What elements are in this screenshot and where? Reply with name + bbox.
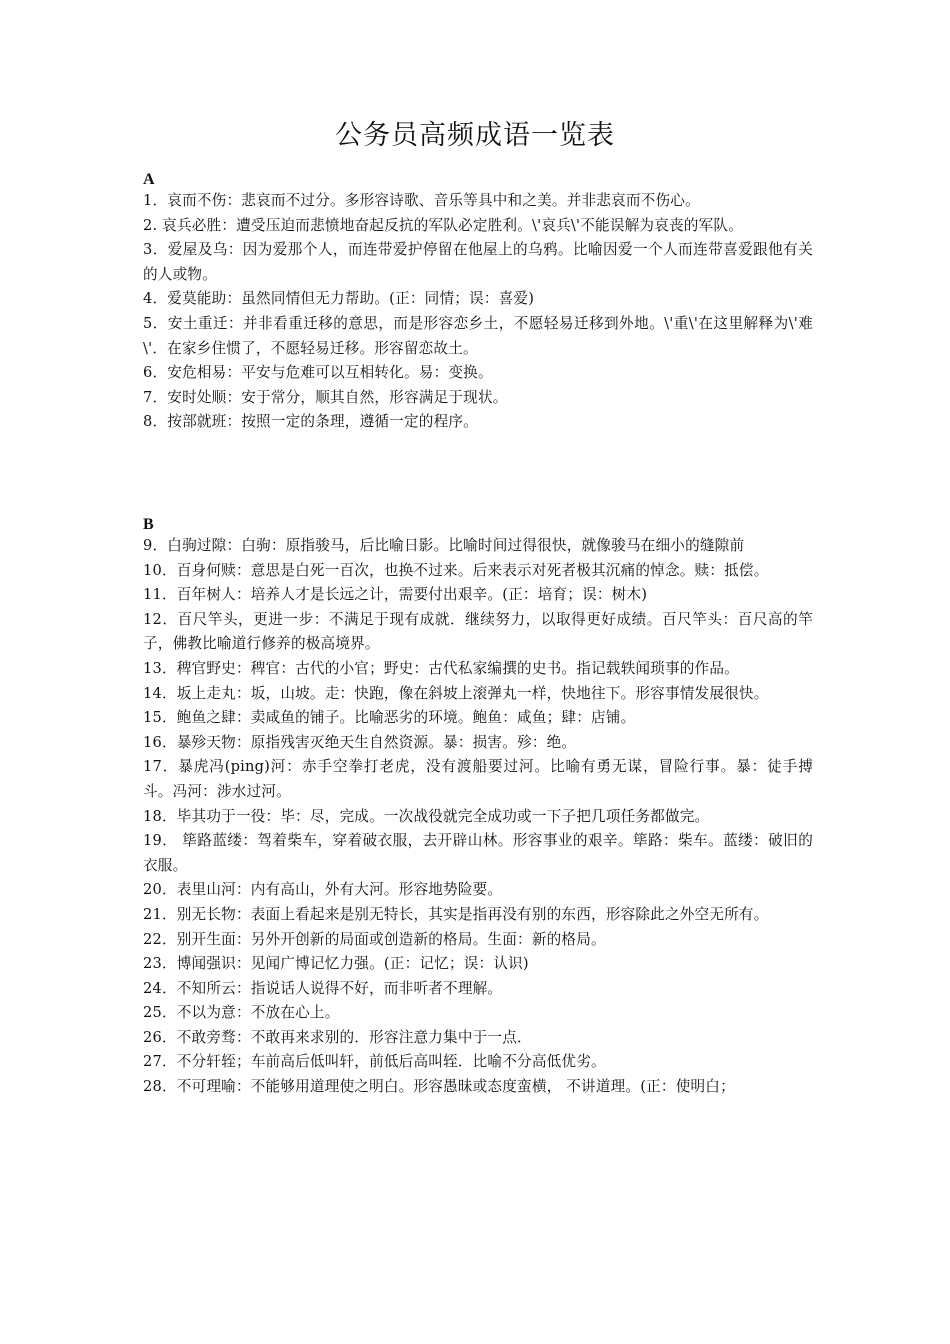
idiom-entry: 19． 筚路蓝缕：驾着柴车，穿着破衣服，去开辟山林。形容事业的艰辛。筚路：柴车。蓝缕：破旧的衣服。	[143, 832, 813, 874]
idiom-entry: 9．白驹过隙：白驹：原指骏马，后比喻日影。比喻时间过得很快，就像骏马在细小的缝隙前	[143, 537, 745, 554]
idiom-list	[143, 189, 813, 435]
idiom-entry: 28．不可理喻：不能够用道理使之明白。形容愚昧或态度蛮横， 不讲道理。(正：使明白；	[143, 1078, 735, 1096]
idiom-entry: 24．不知所云：指说话人说得不好，而非听者不理解。	[143, 979, 503, 997]
section-letter: A	[143, 171, 155, 188]
idiom-entry: 21．别无长物：表面上看起来是别无特长，其实是指再没有别的东西，形容除此之外空无所有。	[143, 905, 769, 923]
idiom-entry: 26．不敢旁骛：不敢再来求别的．形容注意力集中于一点．	[143, 1028, 532, 1046]
idiom-entry: 3．爱屋及乌：因为爱那个人，而连带爱护停留在他屋上的乌鸦。比喻因爱一个人而连带喜爱跟他有关的人或物。	[143, 241, 813, 283]
idiom-entry: 20．表里山河：内有高山，外有大河。形容地势险要。	[143, 881, 503, 899]
idiom-entry: 14．坂上走丸：坂，山坡。走：快跑，像在斜坡上滚弹丸一样，快地往下。形容事情发展很快。	[143, 684, 769, 702]
idiom-entry: 12．百尺竿头，更进一步：不满足于现有成就．继续努力，以取得更好成绩。百尺竿头：百尺高的竿子，佛教比喻道行修养的极高境界。	[143, 610, 813, 653]
idiom-entry: 27．不分轩轾；车前高后低叫轩，前低后高叫轾．比喻不分高低优劣。	[143, 1053, 606, 1071]
idiom-entry: 22．别开生面：另外开创新的局面或创造新的格局。生面：新的格局。	[143, 930, 606, 948]
idiom-entry: 10．百身何赎：意思是白死一百次，也换不过来。后来表示对死者极其沉痛的悼念。赎：抵偿。	[143, 561, 769, 579]
idiom-entry: 13．稗官野史：稗官：古代的小官；野史：古代私家编撰的史书。指记载轶闻琐事的作品。	[143, 659, 739, 677]
idiom-entry: 2. 哀兵必胜：遭受压迫而悲愤地奋起反抗的军队必定胜利。\'哀兵\'不能误解为哀丧的军队。	[143, 216, 743, 234]
idiom-entry: 18．毕其功于一役：毕：尽，完成。一次战役就完全成功或一下子把几项任务都做完。	[143, 807, 710, 825]
idiom-entry: 4．爱莫能助：虽然同情但无力帮助。(正：同情；误：喜爱)	[143, 290, 535, 308]
document-title: 公务员高频成语一览表	[335, 120, 615, 151]
idiom-entry: 1．哀而不伤：悲哀而不过分。多形容诗歌、音乐等具中和之美。并非悲哀而不伤心。	[143, 192, 700, 209]
section-letter: B	[143, 516, 154, 533]
idiom-entry: 5．安土重迁：并非看重迁移的意思，而是形容恋乡土，不愿轻易迁移到外地。\'重\'在这里解释为\'难\'．在家乡住惯了，不愿轻易迁移。形容留恋故土。	[143, 314, 813, 357]
idiom-entry: 17．暴虎冯(ping)河：赤手空拳打老虎，没有渡船要过河。比喻有勇无谋，冒险行事。暴：徒手搏斗。冯河：涉水过河。	[143, 758, 813, 800]
idiom-entry: 11．百年树人：培养人才是长远之计，需要付出艰辛。(正：培育；误：树木)	[143, 586, 648, 604]
section-b	[143, 515, 813, 1100]
idiom-entry: 23．博闻强识：见闻广博记忆力强。(正：记忆；误：认识)	[143, 955, 529, 973]
section-a	[143, 170, 813, 435]
idiom-entry: 8．按部就班：按照一定的条理，遵循一定的程序。	[143, 413, 478, 431]
idiom-entry: 7．安时处顺：安于常分，顺其自然，形容满足于现状。	[143, 388, 508, 406]
idiom-list	[143, 534, 813, 1100]
idiom-entry: 16．暴殄天物：原指残害灭绝天生自然资源。暴：损害。殄：绝。	[143, 733, 577, 751]
idiom-entry: 15．鲍鱼之肆：卖咸鱼的铺子。比喻恶劣的环境。鲍鱼：咸鱼；肆：店铺。	[143, 709, 636, 727]
idiom-entry: 6．安危相易：平安与危难可以互相转化。易：变换。	[143, 364, 493, 382]
idiom-entry: 25．不以为意：不放在心上。	[143, 1004, 340, 1022]
